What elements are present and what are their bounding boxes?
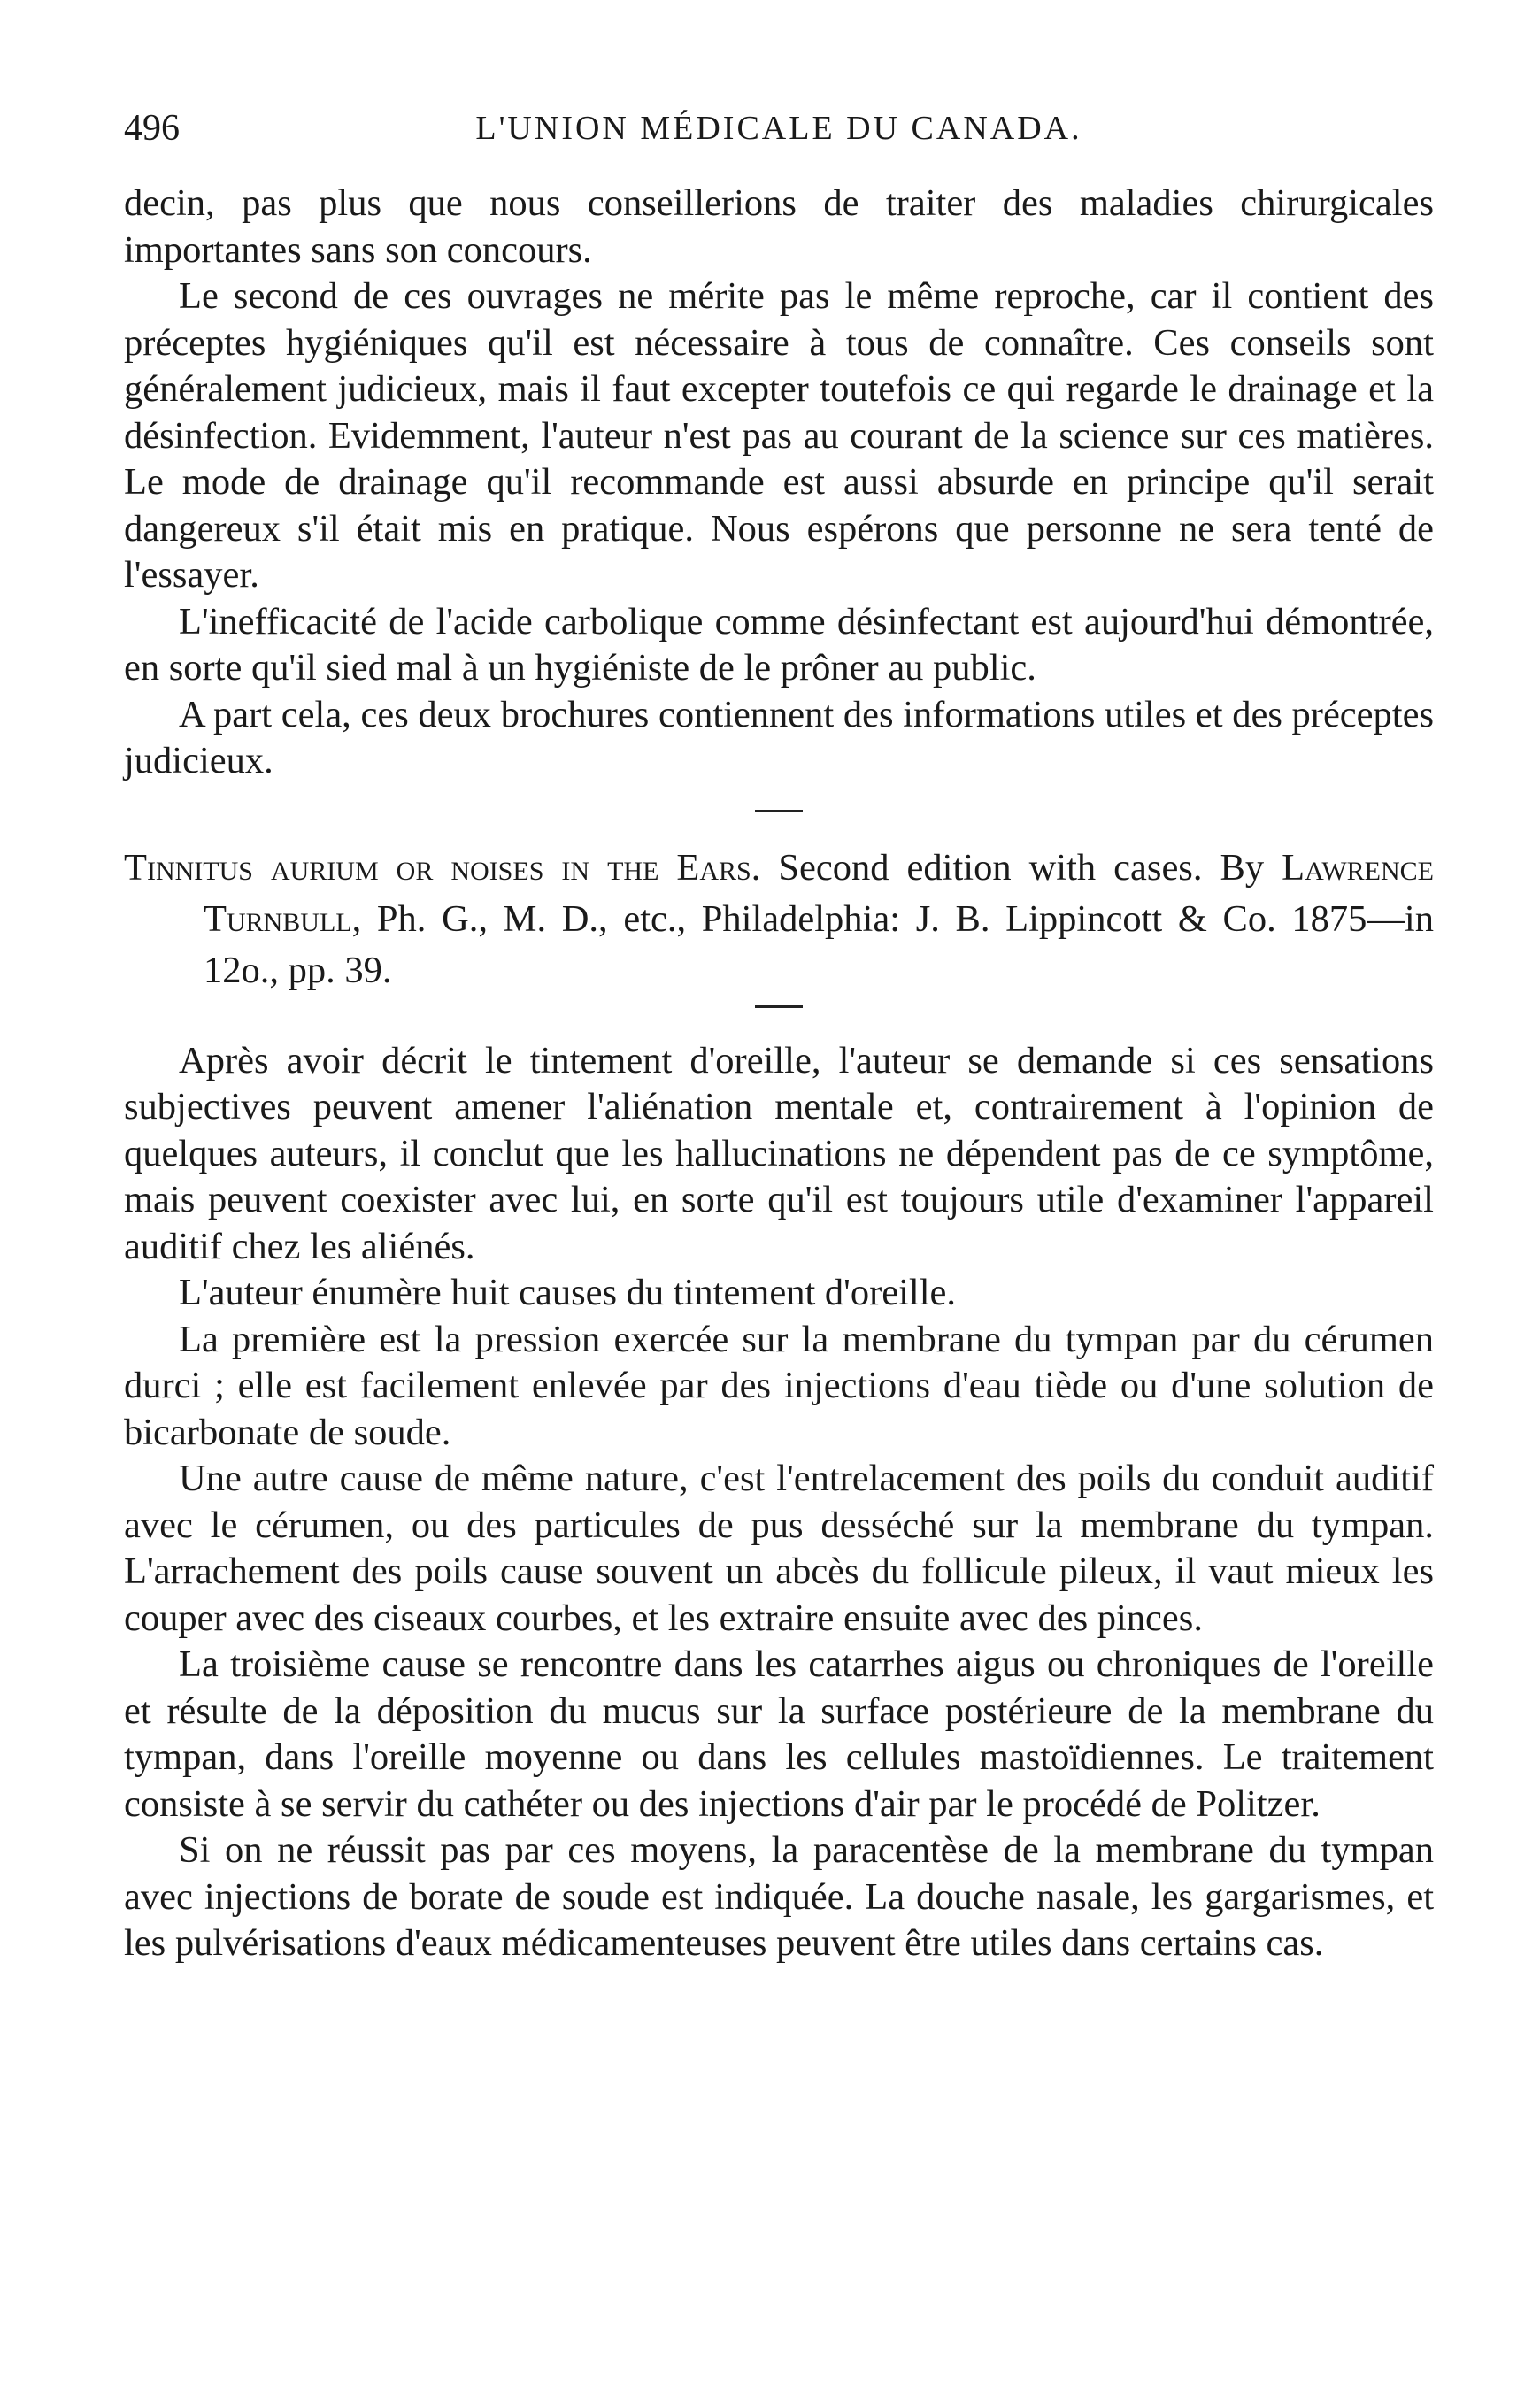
paragraph-treatment: Si on ne réussit pas par ces moyens, la paracentèse de la membrane du tympan avec injections de borate de soude est indiquée. La douche nasale, les gargarismes, et les pulvérisations d'eaux médicamenteuses peuvent être utiles dans certains cas. bbox=[124, 1829, 1434, 1964]
paragraph-carbolic-acid: L'inefficacité de l'acide carbolique comme désinfectant est aujourd'hui démontrée, en sorte qu'il sied mal à un hygiéniste de le prôner au public. bbox=[124, 600, 1434, 689]
paragraph-eight-causes: L'auteur énumère huit causes du tintement d'oreille. bbox=[179, 1272, 956, 1313]
journal-title: L'UNION MÉDICALE DU CANADA. bbox=[475, 110, 1082, 147]
paragraph-first-cause: La première est la pression exercée sur la membrane du tympan par du cérumen durci ; elle est facilement enlevée par des injections d'eau tiède ou d'une solution de bicarbonate de soude. bbox=[124, 1318, 1434, 1453]
paragraph-second-work: Le second de ces ouvrages ne mérite pas le même reproche, car il contient des préceptes hygiéniques qu'il est nécessaire à tous de connaître. Ces conseils sont généralement judicieux, mais il faut excepter toutefois ce qui regarde le drainage et la désinfection. Evidemment, l'auteur n'est pas au courant de la science sur ces matières. Le mode de drainage qu'il recommande est aussi absurde en principe qu'il serait dangereux s'il était mis en pratique. Nous espérons que personne ne sera tenté de l'essayer. bbox=[124, 275, 1434, 596]
paragraph-continued: decin, pas plus que nous conseillerions de traiter des maladies chirurgicales importantes sans son concours. bbox=[124, 182, 1434, 271]
review-publication: , Ph. G., M. D., etc., Philadelphia: J. B. Lippincott & Co. 1875—in 12o., pp. 39. bbox=[204, 897, 1434, 991]
review-edition: Second edition with cases. By bbox=[760, 846, 1282, 889]
heading-divider bbox=[755, 1005, 803, 1008]
page-number: 496 bbox=[124, 108, 180, 149]
paragraph-conclusion: A part cela, ces deux brochures contiennent des informations utiles et des préceptes judicieux. bbox=[124, 693, 1434, 781]
paragraph-review-intro: Après avoir décrit le tintement d'oreille, l'auteur se demande si ces sensations subjectives peuvent amener l'aliénation mentale et, contrairement à l'opinion de quelques auteurs, il conclut que les hallucinations ne dépendent pas de ce symptôme, mais peuvent coexister avec lui, en sorte qu'il est toujours utile d'examiner l'appareil auditif chez les aliénés. bbox=[124, 1039, 1434, 1267]
running-head bbox=[124, 97, 1434, 159]
paragraph-second-cause: Une autre cause de même nature, c'est l'entrelacement des poils du conduit auditif avec le cérumen, ou des particules de pus desséché sur la membrane du tympan. L'arrachement des poils cause souvent un abcès du follicule pileux, il vaut mieux les couper avec des ciseaux courbes, et les extraire ensuite avec des pinces. bbox=[124, 1458, 1434, 1639]
section-divider bbox=[755, 810, 803, 812]
review-author: Lawrence Turnbull bbox=[204, 846, 1434, 940]
review-heading bbox=[124, 843, 1434, 997]
paragraph-third-cause: La troisième cause se rencontre dans les catarrhes aigus ou chroniques de l'oreille et résulte de la déposition du mucus sur la surface postérieure de la membrane du tympan, dans l'oreille moyenne ou dans les cellules mastoïdiennes. Le traitement consiste à se servir du cathéter ou des injections d'air par le procédé de Politzer. bbox=[124, 1643, 1434, 1825]
review-title: Tinnitus aurium or noises in the Ears. bbox=[124, 846, 761, 889]
page bbox=[124, 97, 1434, 1967]
